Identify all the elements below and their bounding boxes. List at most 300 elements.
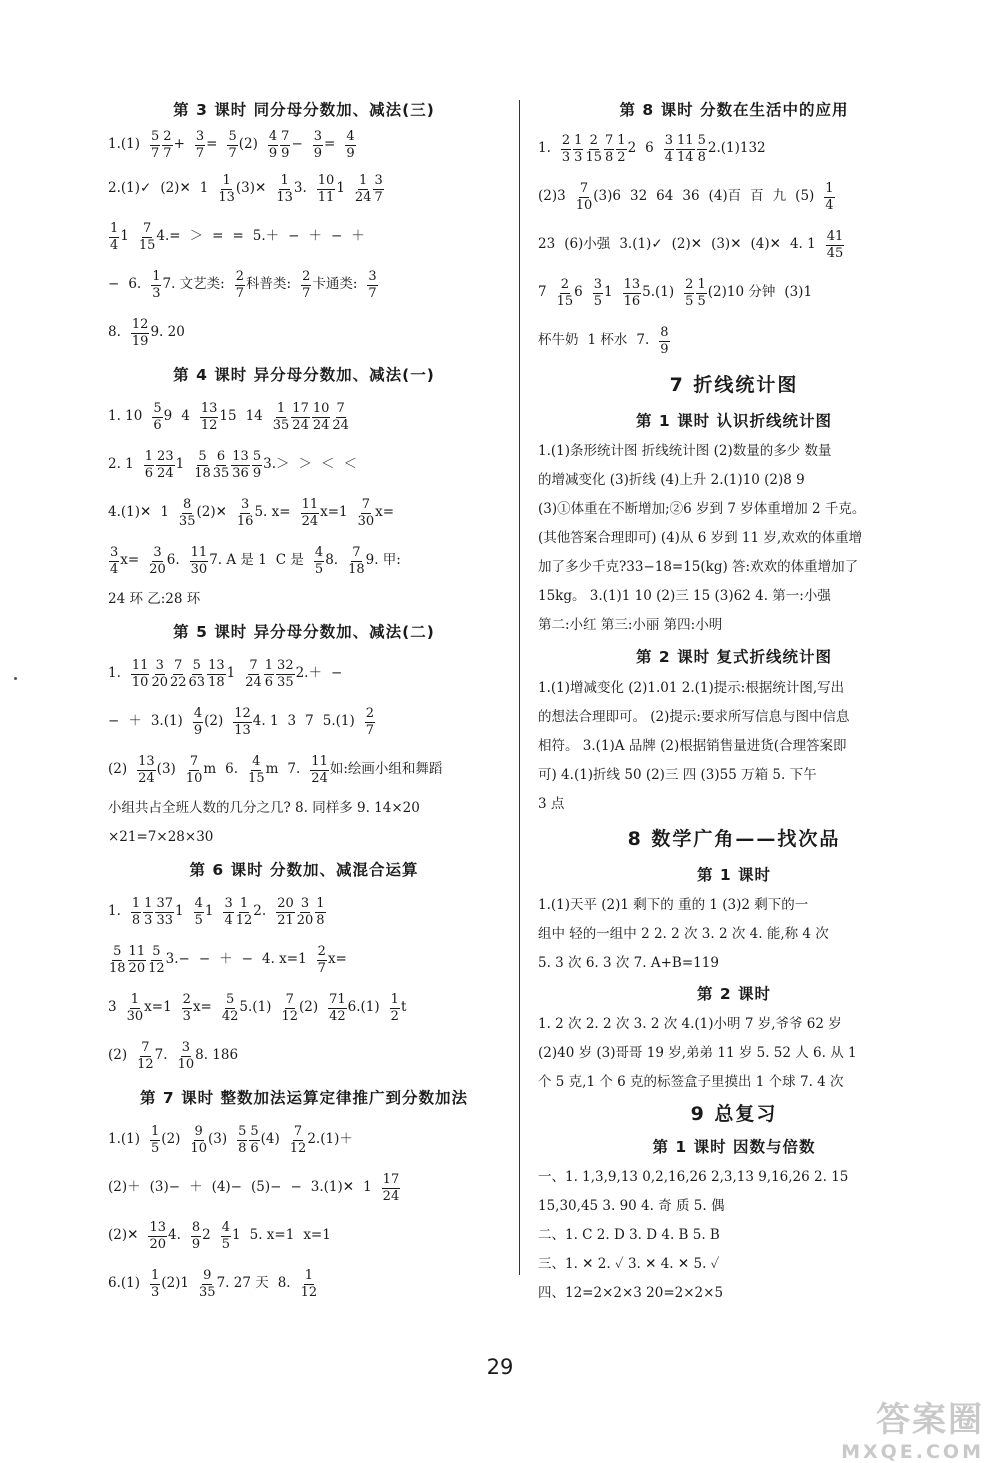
answer-line: 个 5 克,1 个 6 克的标签盒子里摸出 1 个球 7. 4 次 <box>538 1074 844 1090</box>
denominator: 13 <box>218 189 235 205</box>
numerator: 10 <box>317 172 335 188</box>
answer-token: 6. <box>128 276 142 293</box>
denominator: 20 <box>149 561 166 577</box>
denominator: 4 <box>224 912 233 928</box>
numerator: 1 <box>239 895 249 911</box>
answer-token: 科普类: <box>246 276 292 293</box>
numerator: 3 <box>368 268 377 284</box>
answer-line: ×21=7×28×30 <box>108 829 214 845</box>
numerator: 1 <box>131 895 141 911</box>
answer-token: 7. <box>154 1047 168 1064</box>
numerator: 41 <box>826 228 844 244</box>
fraction <box>301 1269 318 1299</box>
denominator: 24 <box>382 1188 400 1204</box>
answer-token: − <box>330 665 343 682</box>
numerator: 3 <box>155 657 164 673</box>
numerator: 1 <box>574 132 583 148</box>
denominator: 3 <box>151 1284 160 1300</box>
fraction <box>616 134 626 164</box>
numerator: 2 <box>235 268 244 284</box>
answer-line: 四、12=2×2×3 20=2×2×5 <box>538 1285 724 1301</box>
fraction <box>623 278 642 308</box>
denominator: 7 <box>151 145 160 161</box>
fraction <box>195 130 205 160</box>
answer-line: 三、1. ✕ 2. ✓ 3. ✕ 4. ✕ 5. ✓ <box>538 1256 720 1272</box>
numerator: 4 <box>252 753 261 769</box>
answer-line <box>108 537 500 585</box>
fraction <box>248 755 265 785</box>
answer-token: (2)✕ <box>108 1227 139 1244</box>
numerator: 1 <box>390 991 399 1007</box>
fraction <box>148 945 165 975</box>
answer-token: 4. x=1 <box>261 951 307 968</box>
answer-token: 2.(1)132 <box>707 140 766 157</box>
answer-token: 7. A 是 1 <box>209 552 267 569</box>
answer-line: 可) 4.(1)折线 50 (2)三 四 (3)55 万箱 5. 下午 <box>538 767 817 783</box>
answer-token: 8. <box>108 324 121 341</box>
answer-token: ＋ <box>219 951 233 968</box>
denominator: 24 <box>138 770 155 786</box>
answer-token: 7 <box>305 713 314 730</box>
answer-line: 组中 轻的一组中 2 2. 2 次 3. 2 次 4. 能,称 4 次 <box>538 926 829 942</box>
denominator: 7 <box>317 960 326 976</box>
answer-token: 1 杯水 <box>587 332 628 349</box>
fraction <box>276 897 295 927</box>
lesson-title: 第 2 课时 复式折线统计图 <box>636 648 832 666</box>
numerator: 13 <box>208 657 225 673</box>
answer-line <box>108 1164 500 1212</box>
answer-token: 1 <box>232 1227 241 1244</box>
fraction <box>264 659 274 689</box>
numerator: 1 <box>110 220 119 236</box>
answer-line: 1. 2 次 2. 2 次 3. 2 次 4.(1)小明 7 岁,爷爷 62 岁 <box>538 1016 842 1032</box>
answer-line <box>108 125 500 165</box>
fraction <box>317 174 336 204</box>
numerator: 8 <box>660 324 669 340</box>
denominator: 42 <box>221 1008 239 1024</box>
denominator: 5 <box>593 293 603 309</box>
denominator: 19 <box>131 333 149 349</box>
answer-line: 15kg。 3.(1)1 10 (2)三 15 (3)62 4. 第一:小强 <box>538 588 831 604</box>
fraction <box>190 1125 207 1155</box>
answer-token: 1 <box>199 180 209 197</box>
fraction <box>317 945 327 975</box>
denominator: 9 <box>660 341 669 357</box>
denominator: 24 <box>245 674 262 690</box>
numerator: 9 <box>194 1123 203 1139</box>
numerator: 5 <box>697 132 706 148</box>
answer-token: − <box>291 136 303 153</box>
fraction <box>222 993 239 1023</box>
denominator: 20 <box>128 960 146 976</box>
answer-line <box>108 261 500 309</box>
numerator: 1 <box>617 132 626 148</box>
fraction <box>150 130 160 160</box>
numerator: 7 <box>189 753 199 769</box>
answer-token: 1 <box>175 903 184 920</box>
fraction <box>237 1125 247 1155</box>
denominator: 24 <box>292 417 309 433</box>
fraction <box>189 659 206 689</box>
denominator: 42 <box>329 1008 346 1024</box>
denominator: 4 <box>110 561 119 577</box>
numerator: 2 <box>685 276 694 292</box>
fraction <box>221 1221 231 1251</box>
fraction <box>109 222 119 252</box>
answer-token: 1 <box>175 456 185 473</box>
answer-line: 一、1. 1,3,9,13 0,2,16,26 2,3,13 9,16,26 2. 15 <box>538 1169 849 1185</box>
answer-token: 卡通类: <box>312 276 358 293</box>
fraction <box>151 270 161 300</box>
answer-token: 3.− <box>165 951 190 968</box>
numerator: 7 <box>141 1039 150 1055</box>
denominator: 7 <box>235 285 244 301</box>
fraction <box>143 897 153 927</box>
fraction <box>824 182 834 212</box>
answer-line <box>538 269 930 317</box>
answer-line: 的想法合理即可。 (2)提示:要求所写信息与图中信息 <box>538 709 850 725</box>
lesson-title: 第 7 课时 整数加法运算定律推广到分数加法 <box>140 1089 468 1107</box>
fraction <box>373 174 383 204</box>
answer-token: (2) <box>238 136 258 153</box>
answer-token: 6. <box>166 552 180 569</box>
numerator: 2 <box>365 705 375 721</box>
denominator: 22 <box>169 674 187 690</box>
numerator: 12 <box>131 316 149 332</box>
lesson-title: 第 5 课时 异分母分数加、减法(二) <box>173 623 435 641</box>
denominator: 24 <box>312 417 330 433</box>
fraction <box>301 270 311 300</box>
denominator: 21 <box>277 912 294 928</box>
numerator: 11 <box>677 132 694 148</box>
answer-line <box>108 213 500 261</box>
answer-token: 1 <box>604 284 613 301</box>
fraction <box>152 402 162 432</box>
answer-token: (2) <box>161 1131 181 1148</box>
denominator: 30 <box>357 513 375 529</box>
numerator: 11 <box>128 943 146 959</box>
denominator: 12 <box>148 960 165 976</box>
answer-token: t <box>400 999 407 1016</box>
answer-token: 5.(1) <box>642 284 675 301</box>
answer-token: − <box>241 951 253 968</box>
fraction <box>358 498 375 528</box>
numerator: 5 <box>252 448 262 464</box>
answer-token: 1 <box>160 504 169 521</box>
answer-line <box>538 221 930 269</box>
answer-token: x= <box>327 951 347 968</box>
answer-token: x=1 <box>320 504 348 521</box>
numerator: 5 <box>228 128 237 144</box>
answer-token: (2) <box>298 999 319 1016</box>
fraction <box>697 134 707 164</box>
answer-token: (2)＋ <box>108 1179 141 1196</box>
fraction <box>281 993 298 1023</box>
answer-token: 1 <box>336 180 345 197</box>
answer-token: (3)6 <box>593 188 621 205</box>
answer-token: − <box>108 276 120 293</box>
fraction <box>684 278 694 308</box>
answer-token: 3.＞ <box>263 456 290 473</box>
answer-token: 4 <box>181 408 190 425</box>
answer-token: (5) <box>795 188 815 205</box>
answer-token: 1 <box>226 665 236 682</box>
fraction <box>301 498 320 528</box>
denominator: 9 <box>281 145 290 161</box>
denominator: 9 <box>313 145 323 161</box>
numerator: 11 <box>190 544 208 560</box>
fraction <box>227 130 237 160</box>
denominator: 3 <box>144 912 153 928</box>
numerator: 6 <box>216 448 226 464</box>
denominator: 16 <box>236 513 254 529</box>
denominator: 13 <box>276 189 293 205</box>
fraction <box>291 402 310 432</box>
answer-token: x= <box>192 999 212 1016</box>
fraction <box>170 659 187 689</box>
denominator: 3 <box>561 149 571 165</box>
fraction <box>367 270 377 300</box>
fraction <box>162 130 172 160</box>
answer-token: 2.＋ <box>295 665 322 682</box>
answer-line <box>538 173 930 221</box>
denominator: 33 <box>156 912 173 928</box>
answer-token: (2) <box>108 761 128 778</box>
denominator: 14 <box>677 149 694 165</box>
fraction <box>199 1269 216 1299</box>
answer-token: ＋ <box>351 228 365 245</box>
denominator: 35 <box>178 513 196 529</box>
numerator: 5 <box>238 1123 247 1139</box>
answer-token: 3. <box>293 180 307 197</box>
answer-token: 百 <box>750 188 764 205</box>
answer-line: 24 环 乙:28 环 <box>108 591 201 607</box>
answer-line <box>108 1116 500 1164</box>
denominator: 12 <box>200 417 218 433</box>
fraction <box>561 134 571 164</box>
denominator: 30 <box>190 561 208 577</box>
numerator: 13 <box>623 276 641 292</box>
fraction <box>290 1125 307 1155</box>
answer-token: x= <box>375 504 395 521</box>
answer-token: x=1 <box>303 1227 331 1244</box>
answer-token: 3 <box>287 713 297 730</box>
answer-token: 5. x= <box>254 504 291 521</box>
fraction <box>151 659 168 689</box>
fraction <box>148 1221 167 1251</box>
answer-line <box>538 125 930 173</box>
answer-token: 3 <box>108 999 117 1016</box>
chapter-title: 9 总复习 <box>690 1103 778 1125</box>
numerator: 1 <box>144 895 153 911</box>
answer-line: 5. 3 次 6. 3 次 7. A+B=119 <box>538 955 719 971</box>
denominator: 7 <box>163 145 172 161</box>
numerator: 3 <box>664 132 674 148</box>
answer-token: ＋ <box>308 228 322 245</box>
answer-token: 2 <box>627 140 637 157</box>
answer-line: 1.(1)天平 (2)1 剩下的 重的 1 (3)2 剩下的一 <box>538 897 809 913</box>
answer-token: 2 <box>202 1227 211 1244</box>
answer-line: 小组共占全班人数的几分之几? 8. 同样多 9. 14×20 <box>108 800 420 816</box>
answer-token: ＞ <box>189 228 204 245</box>
answer-token: (3)1 <box>784 284 813 301</box>
fraction <box>826 230 845 260</box>
fraction <box>150 1125 160 1155</box>
answer-token: 1 <box>363 1179 372 1196</box>
answer-token: (4)百 <box>708 188 742 205</box>
answer-token: (2)✕ <box>160 180 191 197</box>
answer-line: (2)40 岁 (3)哥哥 19 岁,弟弟 11 岁 5. 52 人 6. 从 1 <box>538 1045 857 1061</box>
answer-token: m <box>265 761 279 778</box>
numerator: 4 <box>346 128 355 144</box>
fraction <box>200 402 219 432</box>
denominator: 15 <box>556 293 574 309</box>
fraction <box>585 134 602 164</box>
numerator: 1 <box>130 991 139 1007</box>
numerator: 3 <box>593 276 603 292</box>
fraction <box>156 450 175 480</box>
answer-token: 4. 1 <box>789 236 816 253</box>
answer-line <box>108 746 500 794</box>
numerator: 1 <box>264 657 274 673</box>
denominator: 10 <box>177 1056 195 1072</box>
fraction <box>179 498 196 528</box>
answer-token: 1 <box>204 903 214 920</box>
numerator: 13 <box>149 1219 166 1235</box>
denominator: 6 <box>264 674 274 690</box>
watermark-main: 答案圈 <box>876 1400 984 1440</box>
fraction <box>218 174 235 204</box>
denominator: 35 <box>212 465 230 481</box>
numerator: 3 <box>195 128 205 144</box>
denominator: 24 <box>354 189 372 205</box>
fraction <box>276 174 293 204</box>
answer-token: − <box>198 951 211 968</box>
answer-token: 5.＋ <box>252 228 280 245</box>
answer-line <box>108 984 500 1032</box>
answer-token: 1 <box>120 228 129 245</box>
denominator: 24 <box>311 770 328 786</box>
numerator: 20 <box>277 895 294 911</box>
numerator: 10 <box>312 400 330 416</box>
answer-line: 1.(1)条形统计图 折线统计图 (2)数量的多少 数量 <box>538 443 832 459</box>
answer-token: (2)10 分钟 <box>707 284 776 301</box>
denominator: 20 <box>151 674 168 690</box>
answer-token: 5.(1) <box>322 713 355 730</box>
answer-line <box>108 650 500 698</box>
answer-line: 第二:小红 第三:小丽 第四:小明 <box>538 617 723 633</box>
fraction <box>365 707 375 737</box>
answer-token: (6)小强 <box>564 236 611 253</box>
answer-token: 1.(1) <box>108 136 141 153</box>
numerator: 2 <box>560 276 569 292</box>
fraction <box>676 134 695 164</box>
fraction <box>127 993 144 1023</box>
numerator: 1 <box>144 448 154 464</box>
denominator: 9 <box>191 1236 201 1252</box>
answer-line: (其他答案合理即可) (4)从 6 岁到 11 岁,欢欢的体重增 <box>538 530 863 546</box>
denominator: 8 <box>605 149 614 165</box>
denominator: 8 <box>238 1140 247 1156</box>
fraction <box>355 174 372 204</box>
numerator: 2 <box>561 132 571 148</box>
answer-token: 8. <box>277 1275 291 1292</box>
answer-token: (4) <box>260 1131 280 1148</box>
numerator: 13 <box>200 400 218 416</box>
numerator: 7 <box>281 128 290 144</box>
chapter-title: 8 数学广角——找次品 <box>627 828 841 850</box>
fraction <box>314 546 324 576</box>
answer-token: ＜ <box>321 456 335 473</box>
denominator: 8 <box>697 149 706 165</box>
denominator: 20 <box>149 1236 166 1252</box>
numerator: 7 <box>293 1123 303 1139</box>
numerator: 11 <box>131 657 149 673</box>
denominator: 4 <box>825 197 834 213</box>
numerator: 2 <box>317 943 326 959</box>
denominator: 8 <box>131 912 141 928</box>
answer-line <box>108 1260 500 1308</box>
fraction <box>332 402 349 432</box>
fraction <box>696 278 706 308</box>
answer-line: 15,30,45 3. 90 4. 奇 质 5. 偶 <box>538 1198 725 1214</box>
fraction <box>382 1173 401 1203</box>
numerator: 1 <box>152 268 161 284</box>
answer-token: 7. 27 天 <box>216 1275 269 1292</box>
answer-token: (3)✕ <box>235 180 267 197</box>
denominator: 15 <box>248 770 265 786</box>
numerator: 7 <box>361 496 371 512</box>
answer-line: 二、1. C 2. D 3. D 4. B 5. B <box>538 1227 720 1243</box>
answer-token: (3)✕ <box>711 236 742 253</box>
answer-token: (2)✕ <box>671 236 703 253</box>
fraction <box>328 993 347 1023</box>
fraction <box>664 134 674 164</box>
fraction <box>573 134 583 164</box>
answer-token: 23 <box>538 236 556 253</box>
answer-token: (4)✕ <box>750 236 781 253</box>
numerator: 9 <box>203 1267 212 1283</box>
numerator: 7 <box>249 657 258 673</box>
numerator: 5 <box>192 657 201 673</box>
fraction <box>236 897 253 927</box>
denominator: 7 <box>302 285 311 301</box>
numerator: 1 <box>280 172 289 188</box>
answer-token: (3) <box>156 761 176 778</box>
denominator: 6 <box>250 1140 259 1156</box>
lesson-title: 第 1 课时 因数与倍数 <box>652 1138 816 1156</box>
numerator: 1 <box>222 172 231 188</box>
fraction <box>273 402 290 432</box>
denominator: 7 <box>195 145 205 161</box>
numerator: 32 <box>277 657 294 673</box>
answer-token: 6.(1) <box>347 999 380 1016</box>
answer-line <box>108 441 500 489</box>
answer-token: 5. x=1 <box>249 1227 295 1244</box>
answer-token: 14 <box>245 408 263 425</box>
fraction <box>315 897 325 927</box>
answer-token: 9 <box>163 408 173 425</box>
fraction <box>659 326 669 356</box>
fraction <box>109 546 119 576</box>
denominator: 8 <box>316 912 325 928</box>
denominator: 20 <box>296 912 314 928</box>
denominator: 15 <box>138 237 156 253</box>
lesson-title: 第 1 课时 <box>696 866 772 884</box>
numerator: 3 <box>300 895 310 911</box>
denominator: 24 <box>332 417 349 433</box>
lesson-title: 第 4 课时 异分母分数加、减法(一) <box>173 366 435 384</box>
